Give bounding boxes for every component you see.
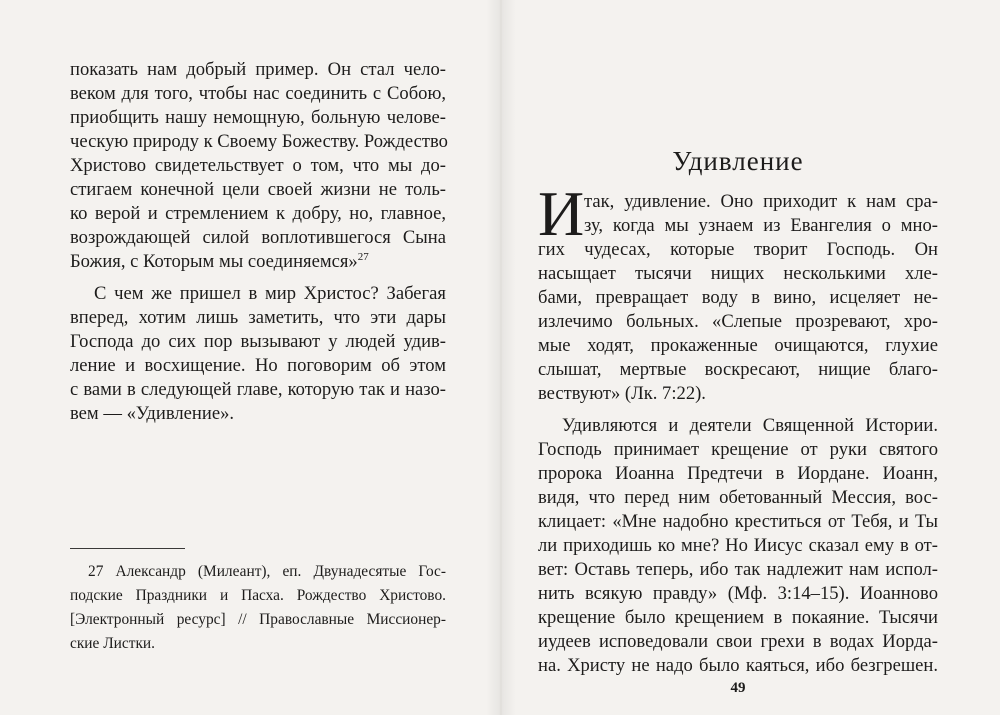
text-line: стигаем конечной цели своей жизни не толь-	[70, 179, 446, 200]
text-span: Божия, с Которым мы соединяемся»	[70, 251, 358, 272]
text-line: Христово свидетельствует о том, что мы до-	[70, 155, 446, 176]
footnote-line: подские Праздники и Пасха. Рождество Христово.	[70, 587, 446, 604]
text-line: клицает: «Мне надобно креститься от Тебя, и Ты	[538, 511, 938, 532]
text-line: нить всякую правду» (Мф. 3:14–15). Иоанново	[538, 583, 938, 604]
left-page	[70, 0, 446, 715]
text-line: излечимо больных. «Слепые прозревают, хро-	[538, 311, 938, 332]
text-line: приобщить нашу немощную, больную челове-	[70, 107, 446, 128]
text-line: вперед, хотим лишь заметить, что эти дары	[70, 307, 446, 328]
right-page	[538, 0, 938, 715]
text-line: вествуют» (Лк. 7:22).	[538, 383, 706, 404]
text-line: вем — «Удивление».	[70, 403, 235, 424]
chapter-title: Удивление	[672, 146, 804, 176]
text-line: гих чудесах, которые творит Господь. Он	[538, 239, 938, 260]
text-line: мые ходят, прокаженные очищаются, глухие	[538, 335, 938, 356]
footnote-line: 27 Александр (Милеант), еп. Двунадесятые Гос-	[88, 563, 446, 580]
footnote-reference: 27	[357, 250, 369, 263]
text-line: ли приходишь ко мне? Но Иисус сказал ему в от-	[538, 535, 938, 556]
text-line: видя, что перед ним обетованный Мессия, вос-	[538, 487, 938, 508]
page-gutter-shadow	[486, 0, 516, 715]
text-line: слышат, мертвые воскресают, нищие благо-	[538, 359, 938, 380]
text-line: показать нам добрый пример. Он стал чело-	[70, 59, 446, 80]
text-line: ление и восхищение. Но поговорим об этом	[70, 355, 446, 376]
text-line: возрождающей силой воплотившегося Сына	[70, 227, 446, 248]
text-line: пророка Иоанна Предтечи в Иордане. Иоанн,	[538, 463, 938, 484]
text-line: С чем же пришел в мир Христос? Забегая	[94, 283, 446, 304]
text-line: так, удивление. Оно приходит к нам сра-	[584, 191, 938, 212]
text-line: на. Христу не надо было каяться, ибо безгрешен.	[538, 655, 938, 676]
text-line: с вами в следующей главе, которую так и назо-	[70, 379, 446, 400]
text-line: зу, когда мы узнаем из Евангелия о мно-	[584, 215, 938, 236]
text-line: Господь принимает крещение от руки святого	[538, 439, 938, 460]
text-line: вет: Оставь теперь, ибо так надлежит нам испол-	[538, 559, 938, 580]
text-line: иудеев исповедовали свои грехи в водах Иорда-	[538, 631, 938, 652]
footnote-line: ские Листки.	[70, 635, 156, 652]
footnote-separator	[70, 548, 185, 549]
text-line: Господа до сих пор вызывают у людей удив-	[70, 331, 446, 352]
text-line: ко верой и стремлением к добру, но, главное,	[70, 203, 446, 224]
text-line: веком для того, чтобы нас соединить с Собою,	[70, 83, 446, 104]
text-line: бами, превращает воду в вино, исцеляет не-	[538, 287, 938, 308]
drop-cap: И	[538, 178, 585, 249]
footnote-line: [Электронный ресурс] // Православные Миссионер-	[70, 611, 446, 628]
text-line	[70, 250, 446, 274]
text-line: Удивляются и деятели Священной Истории.	[562, 415, 938, 436]
text-line: ческую природу к Своему Божеству. Рождество	[70, 131, 448, 152]
text-line: насыщает тысячи нищих несколькими хле-	[538, 263, 938, 284]
text-line: крещение было крещением в покаяние. Тысячи	[538, 607, 938, 628]
page-number: 49	[730, 680, 746, 696]
